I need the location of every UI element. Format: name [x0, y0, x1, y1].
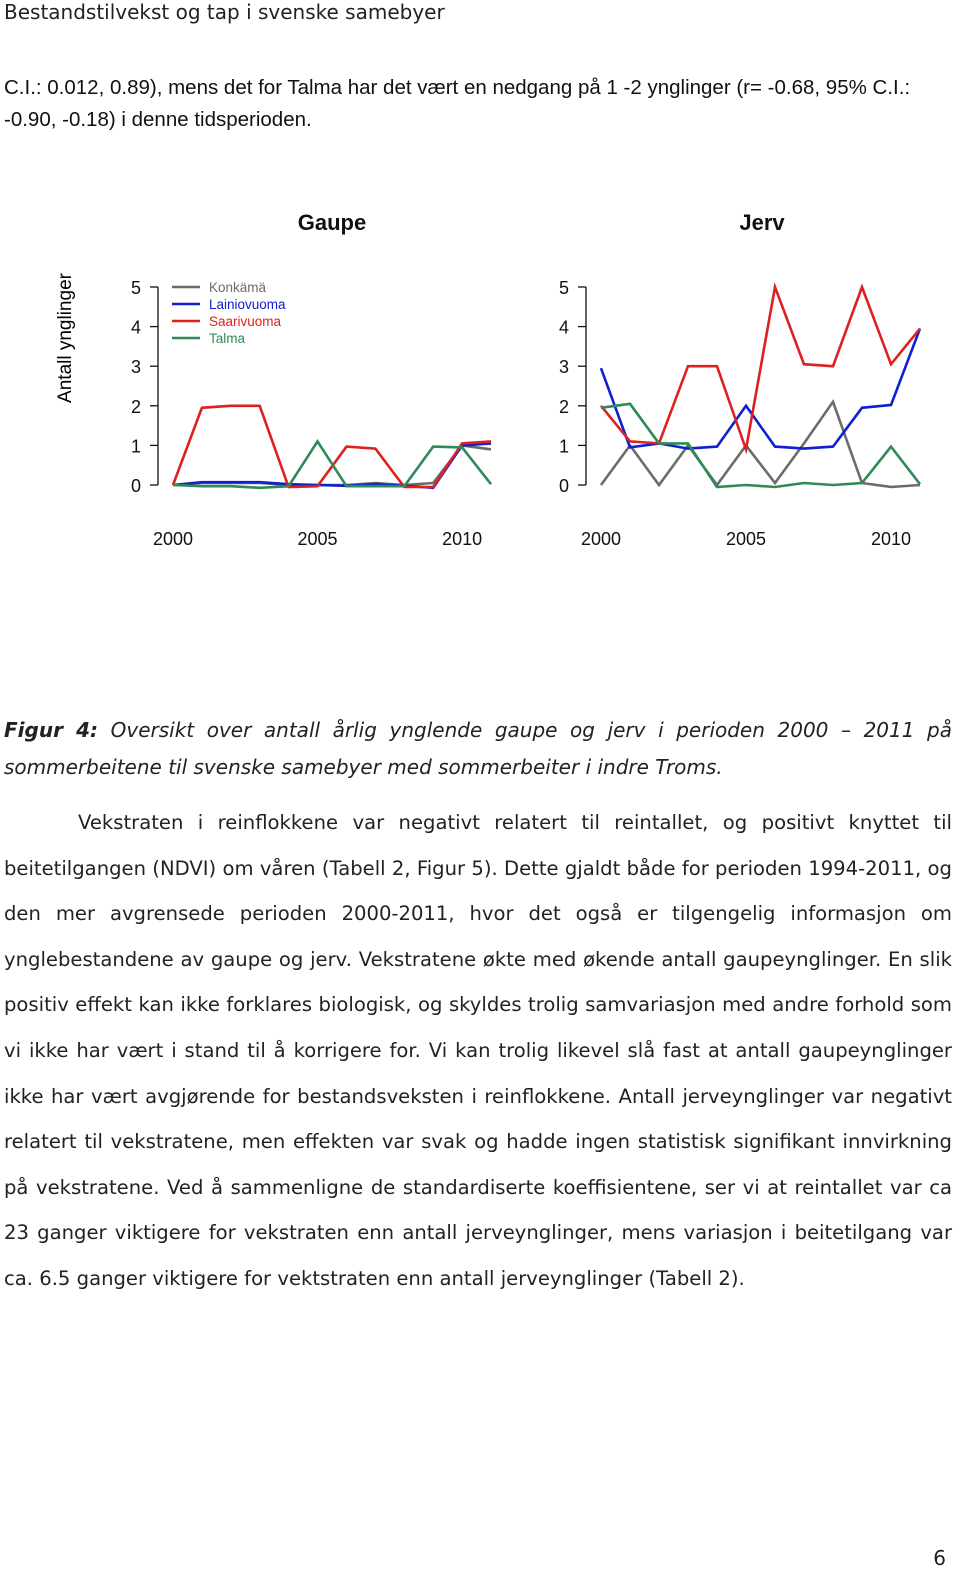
legend-label: Saarivuoma [209, 314, 282, 329]
y-tick-label: 1 [558, 436, 570, 457]
y-tick-label: 2 [558, 396, 570, 417]
body-paragraph: Vekstraten i reinflokkene var negativt relatert til reintallet, og positivt knyttet til beitetilgangen (NDVI) om våren (Tabell 2, Figur 5). Dette gjaldt både for perioden 1994-2011, og den mer avgrensede perioden 2000-2011, hvor det også er tilgengelig informasjon om ynglebestandene av gaupe og jerv. Vekstratene økte med økende antall gaupeynglinger. En slik positiv effekt kan ikke forklares biologisk, og skyldes trolig samvariasjon med andre forhold som vi ikke har vært i stand til å korrigere for. Vi kan trolig likevel slå fast at antall gaupeynglinger ikke har vært avgjørende for bestandsveksten i reinflokkene. Antall jerveynglinger var negativt relatert til vekstratene, men effekten var svak og hadde ingen statistisk signifikant innvirkning på vekstratene. Ved å sammenligne de standardiserte koeffisientene, ser vi at reintallet var ca 23 ganger viktigere for vekstraten enn antall jerveynglinger, mens variasjon i beitetilgang var ca. 6.5 ganger viktigere for vektstraten enn antall jerveynglinger (Tabell 2). [4, 811, 952, 1290]
page-number: 6 [933, 1546, 946, 1570]
series-line-talma [173, 441, 491, 487]
figure-4-charts [0, 190, 960, 570]
y-tick-label: 1 [130, 436, 142, 457]
intro-paragraph: C.I.: 0.012, 0.89), mens det for Talma har det vært en nedgang på 1 -2 ynglinger (r= -0.68, 95% C.I.: -0.90, -0.18) i denne tidsperioden. [4, 76, 911, 131]
y-tick-label: 5 [130, 278, 142, 298]
legend-label: Lainiovuoma [209, 297, 286, 312]
x-tick-label: 2000 [152, 529, 194, 549]
intro-text-block [4, 72, 952, 136]
y-tick-label: 3 [558, 357, 570, 378]
legend-label: Konkämä [209, 280, 267, 295]
y-tick-label: 5 [558, 278, 570, 298]
chart-panel-gaupe [131, 210, 491, 549]
x-tick-label: 2005 [725, 529, 767, 549]
y-axis-label: Antall ynglinger [55, 273, 76, 403]
caption-text: Oversikt over antall årlig ynglende gaupe og jerv i perioden 2000 – 2011 på sommerbeitene til svenske samebyer med sommerbeiter i indre Troms. [4, 718, 952, 779]
x-tick-label: 2000 [580, 529, 622, 549]
figure-caption [4, 712, 952, 786]
y-tick-label: 4 [130, 317, 142, 338]
x-tick-label: 2010 [442, 529, 483, 549]
y-tick-label: 0 [130, 476, 142, 496]
legend-label: Talma [209, 331, 246, 346]
chart-title: Gaupe [297, 210, 367, 235]
y-tick-label: 3 [130, 357, 142, 378]
y-tick-label: 2 [130, 396, 142, 417]
y-tick-label: 0 [558, 476, 570, 496]
x-tick-label: 2005 [297, 529, 338, 549]
chart-panel-jerv [559, 210, 920, 549]
y-tick-label: 4 [558, 317, 570, 338]
caption-label: Figur 4: [4, 718, 99, 742]
body-text-block [4, 800, 952, 1302]
running-header: Bestandstilvekst og tap i svenske samebyer [4, 0, 445, 24]
chart-title: Jerv [739, 210, 785, 235]
x-tick-label: 2010 [870, 529, 912, 549]
